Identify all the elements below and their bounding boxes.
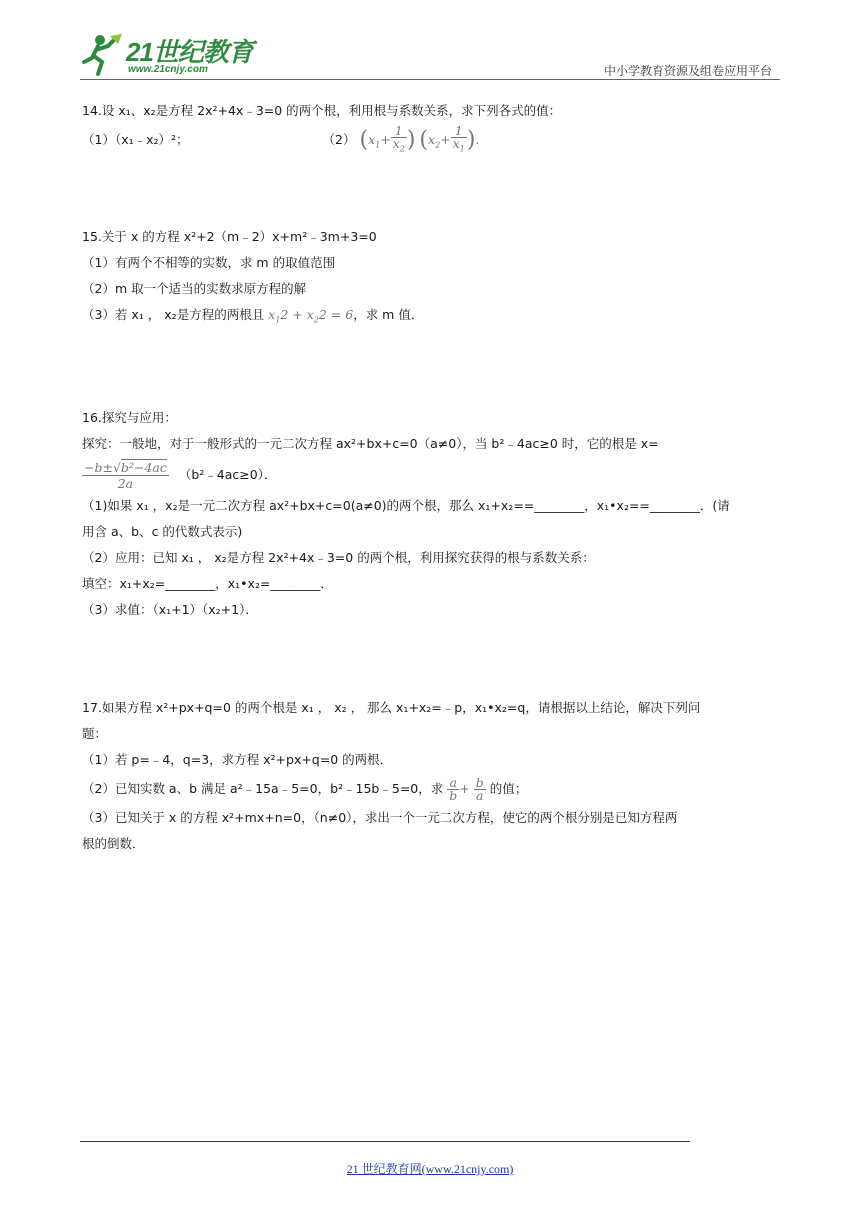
q16-line7: （3）求值：（x₁+1）（x₂+1）． xyxy=(82,602,258,617)
q16-line4: 用含 a、b、c 的代数式表示) xyxy=(82,524,243,539)
q17-line6: 根的倒数． xyxy=(82,836,145,851)
q17-line5: （3）已知关于 x 的方程 x²+mx+n=0，（n≠0），求出一个一元二次方程，使它的两个根分别是已知方程两 xyxy=(82,810,678,825)
q17-line2: 题： xyxy=(82,726,108,741)
logo-text: 21世纪教育 xyxy=(126,37,253,67)
q16-stem: 16.探究与应用： xyxy=(82,410,177,425)
footer-link[interactable]: 21 世纪教育网(www.21cnjy.com) xyxy=(346,1162,514,1176)
q17-ratio-formula: $\frac{a}{b}$ + $\frac{b}{a}$ xyxy=(449,775,484,803)
q14-part2-formula: ($x_1+$ $\frac{1}{x_2}$ ) ($x_2+$ $\frac{1}{x_1}$ ). xyxy=(359,123,480,154)
footer-divider xyxy=(80,1141,690,1142)
q15-part1: （1）有两个不相等的实数，求 m 的取值范围 xyxy=(82,254,336,270)
logo-url: www.21cnjy.com xyxy=(128,64,208,75)
q16-line3: （1)如果 x₁ ，x₂是一元二次方程 ax²+bx+c=0(a≠0)的两个根，那么 x₁+x₂==________，x₁•x₂==________．(请 xyxy=(82,498,730,513)
q16-line6: 填空：x₁+x₂=________，x₁•x₂=________． xyxy=(82,576,333,591)
q17-line3: （1）若 p=﹣4，q=3，求方程 x²+px+q=0 的两根． xyxy=(82,752,393,767)
document-body xyxy=(82,98,782,857)
quadratic-formula: $\frac{\text{−b±√b²−4ac}}{2a}$ xyxy=(84,460,167,491)
site-logo xyxy=(80,32,260,78)
q14-part2-label: （2） xyxy=(322,132,356,147)
q16-line5: （2）应用：已知 x₁ ， x₂是方程 2x²+4x﹣3=0 的两个根，利用探究获得的根与系数关系： xyxy=(82,550,595,565)
q16-line2: $\frac{\text{−b±√b²−4ac}}{2a}$ （b²﹣4ac≥0）． xyxy=(84,460,277,491)
runner-logo-icon xyxy=(80,32,126,78)
header-divider xyxy=(80,79,780,80)
q15-stem: 15.关于 x 的方程 x²+2（m﹣2）x+m²﹣3m+3=0 xyxy=(82,228,377,244)
q15-condition-formula: $x_12 + x_22 = 6$ xyxy=(268,306,354,324)
q15-part2: （2）m 取一个适当的实数求原方程的解 xyxy=(82,280,307,296)
q14-part2 xyxy=(323,124,480,162)
q17-line4: （2）已知实数 a、b 满足 a²﹣15a﹣5=0，b²﹣15b﹣5=0，求 $\frac{a}{b}$ + $\frac{b}{a}$ 的值； xyxy=(82,775,528,803)
q14-parts xyxy=(82,124,782,162)
q17-line1: 17.如果方程 x²+px+q=0 的两个根是 x₁ ， x₂ ， 那么 x₁+x₂=﹣p，x₁•x₂=q，请根据以上结论，解决下列问 xyxy=(82,700,701,715)
q16-line1: 探究：一般地，对于一般形式的一元二次方程 ax²+bx+c=0（a≠0），当 b²﹣4ac≥0 时，它的根是 x= xyxy=(82,436,659,451)
q14-part1: （1）（x₁﹣x₂）²； xyxy=(82,132,189,147)
q15-part3: （3）若 x₁ ， x₂是方程的两根且 $x_12 + x_22 = 6$，求 m 值． xyxy=(82,306,424,324)
q14-stem: 14.设 x₁、x₂是方程 2x²+4x﹣3=0 的两个根，利用根与系数关系，求下列各式的值： xyxy=(82,103,562,118)
platform-title: 中小学教育资源及组卷应用平台 xyxy=(603,64,772,78)
